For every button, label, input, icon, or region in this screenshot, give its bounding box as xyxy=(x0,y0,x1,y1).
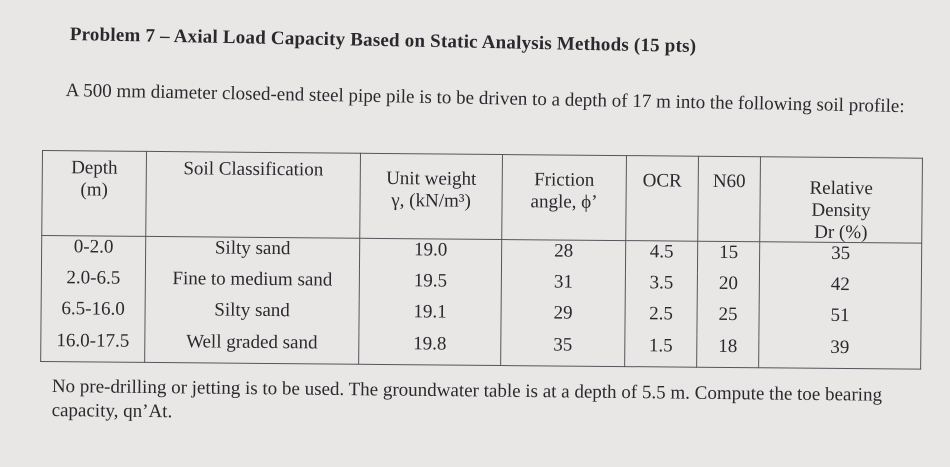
header-ocr-text: OCR xyxy=(642,170,682,192)
header-unit-weight-line1: Unit weight xyxy=(386,168,477,190)
header-depth xyxy=(42,151,147,237)
cell-unit-weight: 19.1 xyxy=(359,301,501,333)
problem-instructions: No pre-drilling or jetting is to be used. The groundwater table is at a depth of 5.5 m. Compute the toe bearing capacity, qn’At. xyxy=(51,375,883,423)
cell-friction: 28 xyxy=(501,240,625,273)
header-friction-line2: angle, ϕ’ xyxy=(530,191,598,213)
cell-dr: 51 xyxy=(759,305,921,338)
cell-n60: 18 xyxy=(697,335,759,367)
header-ocr xyxy=(626,156,699,242)
cell-depth: 16.0-17.5 xyxy=(41,330,145,363)
header-friction-line1: Friction xyxy=(534,169,595,191)
problem-intro xyxy=(66,78,926,120)
cell-depth: 0-2.0 xyxy=(41,236,145,269)
cell-dr: 35 xyxy=(759,242,921,275)
cell-soil: Fine to medium sand xyxy=(145,268,359,301)
cell-unit-weight: 19.0 xyxy=(359,238,501,271)
cell-n60: 20 xyxy=(697,273,759,305)
table-row xyxy=(41,330,921,370)
header-n60 xyxy=(698,156,761,242)
cell-ocr: 4.5 xyxy=(625,241,697,273)
cell-friction: 35 xyxy=(501,334,625,367)
cell-friction: 29 xyxy=(501,302,625,334)
cell-unit-weight: 19.8 xyxy=(359,332,501,365)
header-dr-line3: Dr (%) xyxy=(814,221,868,244)
header-unit-weight-line2: γ, (kN/m³) xyxy=(391,190,471,212)
cell-n60: 25 xyxy=(697,304,759,336)
cell-ocr: 1.5 xyxy=(625,335,697,368)
cell-soil: Silty sand xyxy=(145,299,359,332)
header-soil xyxy=(146,151,361,238)
header-dr-line2: Density xyxy=(811,199,871,222)
problem-title: Problem 7 – Axial Load Capacity Based on Static Analysis Methods (15 pts) xyxy=(69,24,697,58)
cell-ocr: 2.5 xyxy=(625,304,697,336)
header-unit-weight xyxy=(360,153,503,239)
cell-n60: 15 xyxy=(697,241,759,273)
cell-ocr: 3.5 xyxy=(625,272,697,304)
header-depth-line1: Depth xyxy=(71,157,118,179)
cell-dr: 42 xyxy=(759,274,921,307)
cell-soil: Silty sand xyxy=(145,236,359,270)
table-header-row xyxy=(42,151,923,244)
header-depth-line2: (m) xyxy=(80,179,108,201)
soil-profile-table-wrap xyxy=(40,150,922,370)
header-relative-density xyxy=(760,157,923,243)
header-soil-text: Soil Classification xyxy=(183,158,324,181)
cell-unit-weight: 19.5 xyxy=(359,270,501,302)
header-friction xyxy=(502,155,627,241)
header-n60-text: N60 xyxy=(712,170,746,193)
cell-depth: 2.0-6.5 xyxy=(41,267,145,299)
header-dr-line1: Relative xyxy=(809,177,873,200)
cell-friction: 31 xyxy=(501,271,625,303)
cell-depth: 6.5-16.0 xyxy=(41,298,145,330)
intro-text: A 500 mm diameter closed-end steel pipe pile is to be driven to a depth of 17 m into the following soil profile: xyxy=(65,79,905,118)
cell-dr: 39 xyxy=(759,336,921,369)
soil-profile-table xyxy=(40,150,923,370)
cell-soil: Well graded sand xyxy=(145,331,359,365)
table-body xyxy=(41,236,922,370)
